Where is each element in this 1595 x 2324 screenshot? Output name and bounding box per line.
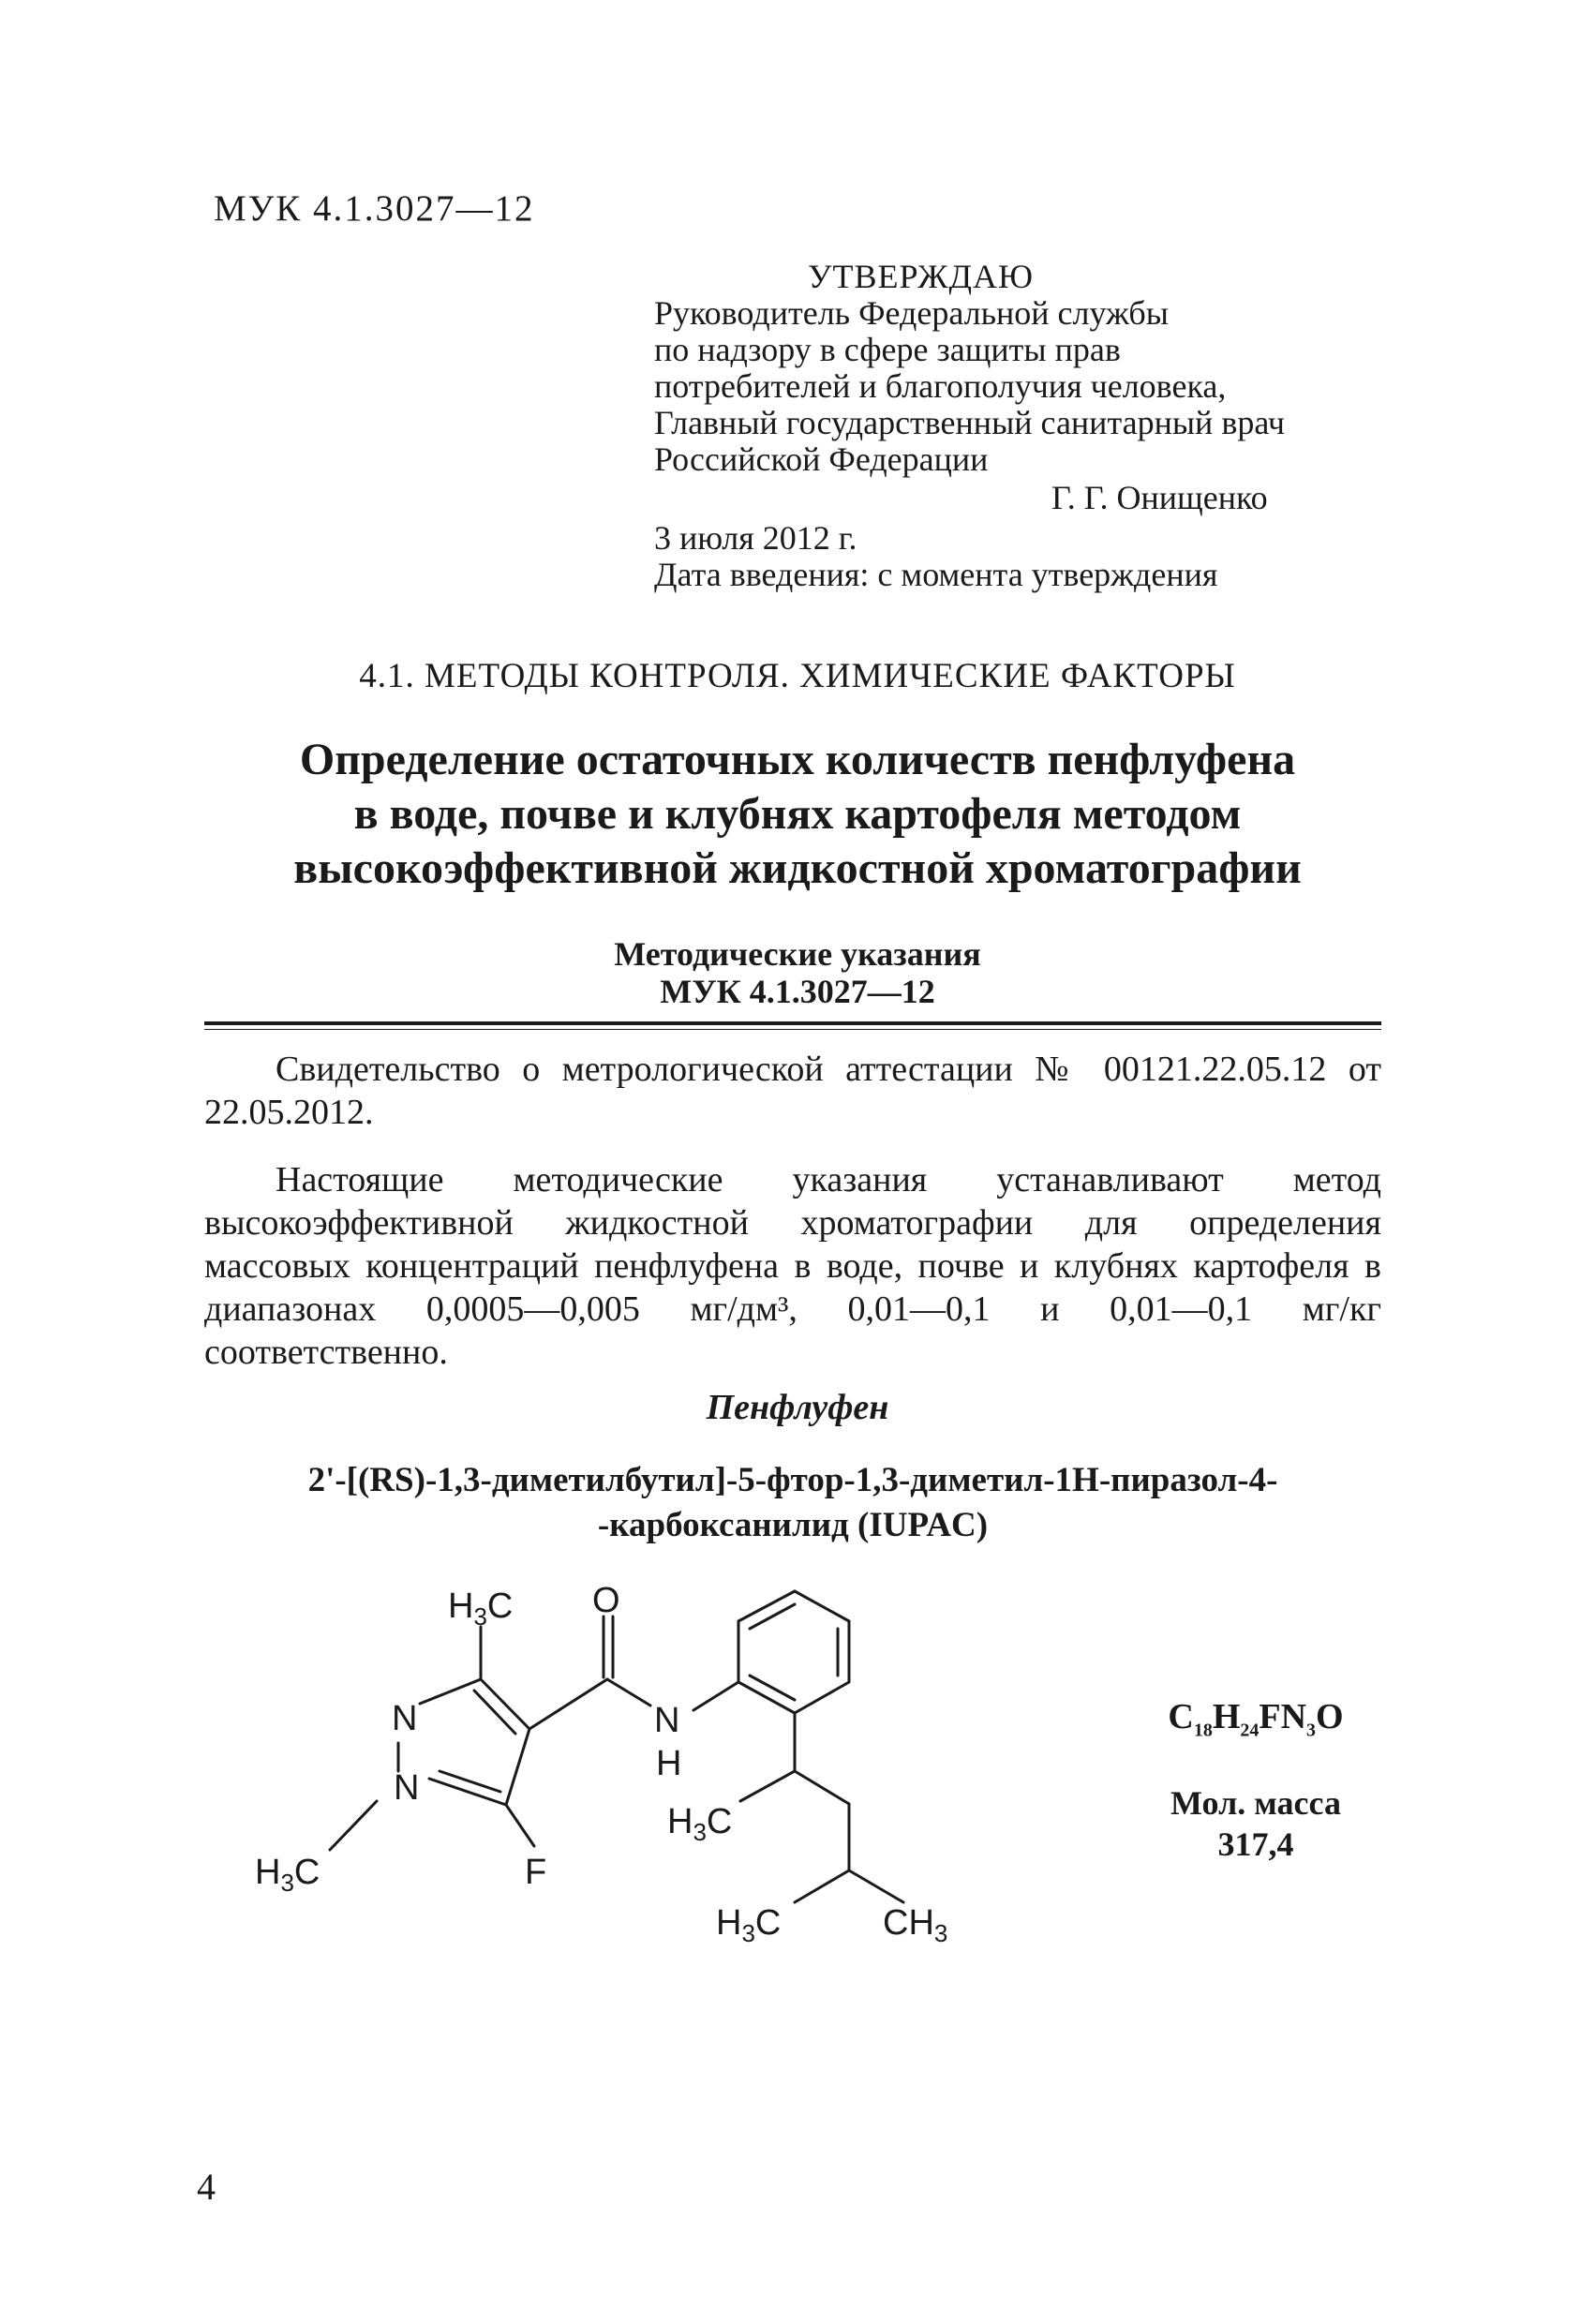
approval-line: по надзору в сфере защиты прав (654, 331, 1121, 368)
bond (795, 1870, 849, 1902)
effective-date: Дата введения: с момента утверждения (654, 556, 1218, 593)
bond (440, 1771, 500, 1792)
certificate-text: Свидетельство о метрологической аттестации № 00121.22.05.12 от 22.05.2012. (204, 1050, 1381, 1132)
section-heading: 4.1. МЕТОДЫ КОНТРОЛЯ. ХИМИЧЕСКИЕ ФАКТОРЫ (359, 657, 1236, 695)
bond (506, 1805, 534, 1846)
atom-label: N (654, 1701, 680, 1740)
atom-label: $H_3C$ (667, 1802, 733, 1846)
molecular-mass (1115, 1782, 1396, 1865)
document-type (0, 935, 1595, 1010)
atom-label: H (656, 1744, 682, 1783)
approval-line: Российской Федерации (654, 440, 989, 478)
title-line: высокоэффективной жидкостной хроматографии (293, 843, 1302, 893)
approval-line: Руководитель Федеральной службы (654, 294, 1169, 332)
atom-label: $H_3C$ (716, 1903, 782, 1947)
atom-label: N (392, 1699, 418, 1738)
substance-name: Пенфлуфен (706, 1388, 889, 1427)
bond (506, 1729, 529, 1805)
atom-label: $H_3C$ (255, 1853, 320, 1897)
bond (849, 1870, 903, 1902)
divider (204, 1029, 1381, 1030)
approval-title: УТВЕРЖДАЮ (808, 258, 1035, 295)
bond (420, 1679, 481, 1704)
bond (529, 1679, 607, 1729)
bond (740, 1771, 795, 1801)
iupac-line: 2'-[(RS)-1,3-диметилбутил]-5-фтор-1,3-диметил-1H-пиразол-4- (307, 1461, 1278, 1499)
molecular-mass-label: Мол. масса (1170, 1784, 1341, 1822)
atom-label: F (525, 1853, 547, 1892)
atom-label: $H_3C$ (448, 1587, 514, 1631)
document-title (0, 733, 1595, 896)
title-line: Определение остаточных количеств пенфлуфена (299, 735, 1296, 784)
page-number: 4 (197, 2166, 216, 2208)
document-type-code: МУК 4.1.3027—12 (660, 973, 935, 1010)
iupac-name (204, 1458, 1381, 1548)
approval-block (654, 259, 1404, 593)
divider (204, 1021, 1381, 1025)
chemical-formula: $C_{18}H_{24}FN_3O$ (1168, 1697, 1344, 1741)
atom-label: O (592, 1581, 620, 1620)
bond (607, 1679, 650, 1706)
document-code: МУК 4.1.3027—12 (214, 188, 535, 229)
bond (330, 1801, 377, 1850)
iupac-line: -карбоксанилид (IUPAC) (597, 1506, 989, 1544)
approval-line: Главный государственный санитарный врач (654, 404, 1285, 441)
bond (795, 1682, 849, 1713)
certificate-paragraph (204, 1048, 1381, 1134)
atom-label: $CH_3$ (883, 1903, 948, 1947)
bond (693, 1682, 738, 1710)
approval-line: потребителей и благополучия человека, (654, 367, 1227, 405)
bond (795, 1591, 849, 1621)
scope-paragraph (204, 1158, 1381, 1374)
document-type-label: Методические указания (614, 935, 981, 973)
molecular-mass-value: 317,4 (1217, 1825, 1294, 1863)
bond (795, 1771, 849, 1804)
bond (429, 1779, 506, 1805)
bond (738, 1591, 795, 1621)
approval-signatory: Г. Г. Онищенко (1051, 479, 1268, 516)
bond (750, 1676, 795, 1700)
atom-label: N (394, 1768, 420, 1808)
scope-text: Настоящие методические указания устанавливают метод высокоэффективной жидкостной хроматографии для определения массовых концентраций пенфлуфена в воде, почве и клубнях картофеля в диапазонах 0,0005—0,005 мг/дм³, 0,01—0,1 и 0,01—0,1 мг/кг соответственно. (204, 1160, 1381, 1372)
bond (750, 1604, 795, 1629)
structural-formula (253, 1574, 1040, 2015)
bond (738, 1682, 795, 1713)
title-line: в воде, почве и клубнях картофеля методом (353, 789, 1242, 839)
bond (474, 1691, 515, 1734)
approval-date: 3 июля 2012 г. (654, 519, 857, 557)
